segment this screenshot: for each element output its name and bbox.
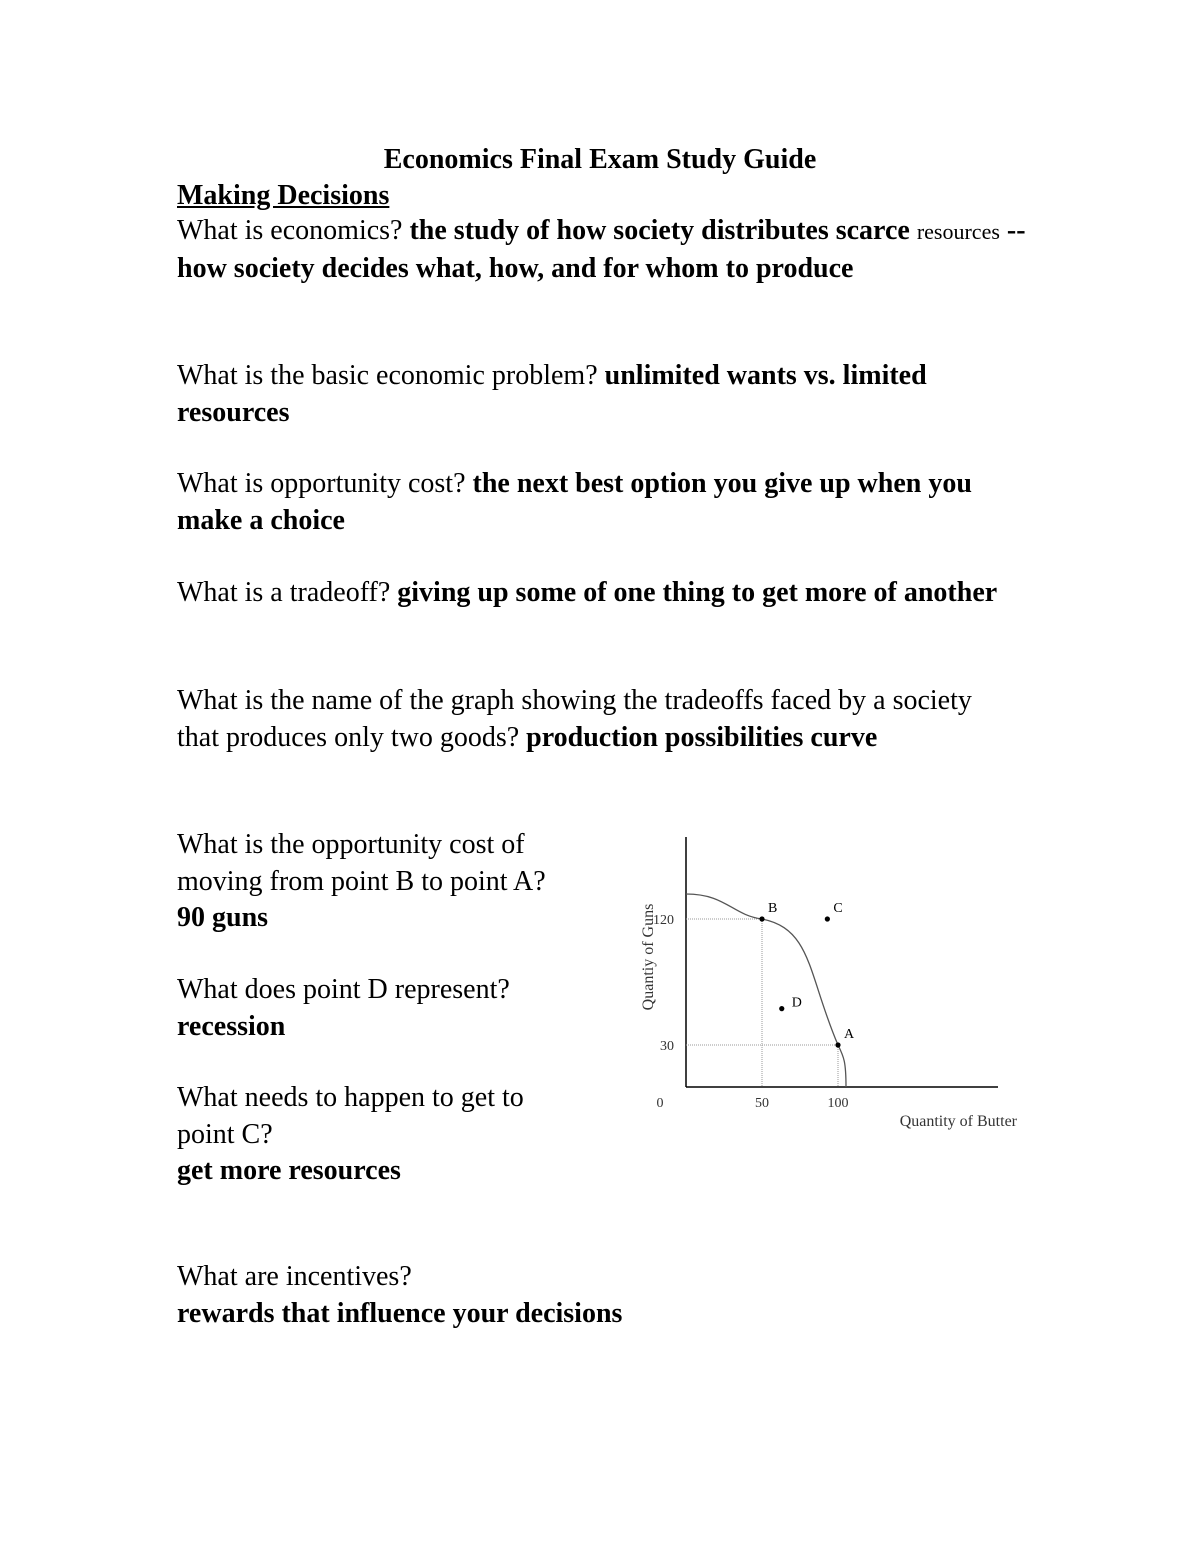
point-a	[835, 1042, 840, 1047]
question: What does point D represent?	[177, 974, 510, 1005]
question: What is the name of the graph showing the tradeoffs faced by a society that produces only two goods?	[177, 685, 972, 753]
point-label: C	[833, 901, 843, 916]
y-tick-label: 30	[660, 1039, 674, 1054]
qa-item-opportunity-cost	[177, 466, 1037, 539]
question: What is a tradeoff?	[177, 577, 391, 608]
x-tick-label: 100	[827, 1096, 849, 1111]
point-b	[759, 916, 764, 921]
qa-item-basic-problem	[177, 358, 1037, 431]
answer: -- how society decides what, how, and for whom to produce	[177, 215, 1026, 284]
point-label: A	[844, 1027, 855, 1042]
answer: the next best option you give up when you make a choice	[177, 468, 972, 536]
answer: the study of how society distributes scarce	[409, 215, 910, 246]
qa-item-tradeoff	[177, 575, 1037, 612]
y-tick-label: 120	[653, 913, 674, 928]
y-axis-label: Quantiy of Guns	[640, 903, 657, 1011]
point-c	[825, 916, 830, 921]
ppc-curve	[686, 894, 846, 1087]
qa-item-economics	[177, 213, 1037, 287]
point-label: D	[791, 995, 802, 1011]
answer: production possibilities curve	[526, 721, 878, 753]
question: What is economics?	[177, 215, 403, 246]
answer: recession	[177, 1010, 286, 1042]
qa-item-b-to-a	[177, 827, 597, 937]
answer: 90 guns	[177, 902, 269, 933]
ppc-chart	[600, 820, 1040, 1150]
section-heading: Making Decisions	[177, 180, 390, 211]
x-tick-label: 50	[755, 1096, 769, 1111]
qa-item-graph-name	[177, 683, 1007, 756]
answer: unlimited wants vs. limited resources	[177, 360, 927, 428]
question: What needs to happen to get to point C?	[177, 1082, 524, 1150]
page-title: Economics Final Exam Study Guide	[383, 144, 817, 175]
qa-item-incentives	[177, 1259, 1037, 1332]
point-label: B	[768, 901, 778, 916]
answer: giving up some of one thing to get more of another	[397, 577, 998, 608]
answer: get more resources	[177, 1155, 401, 1186]
x-axis-label: Quantity of Butter	[899, 1113, 1017, 1130]
question: What is the basic economic problem?	[177, 360, 598, 391]
question: What is opportunity cost?	[177, 468, 466, 499]
qa-item-point-c	[177, 1080, 577, 1190]
point-d	[779, 1006, 784, 1011]
x-tick-label: 0	[656, 1096, 664, 1111]
answer-word: resources	[916, 219, 1000, 244]
question: What is the opportunity cost of moving from point B to point A?	[177, 829, 546, 897]
answer: rewards that influence your decisions	[177, 1297, 623, 1329]
qa-item-point-d	[177, 972, 597, 1045]
question: What are incentives?	[177, 1261, 412, 1292]
